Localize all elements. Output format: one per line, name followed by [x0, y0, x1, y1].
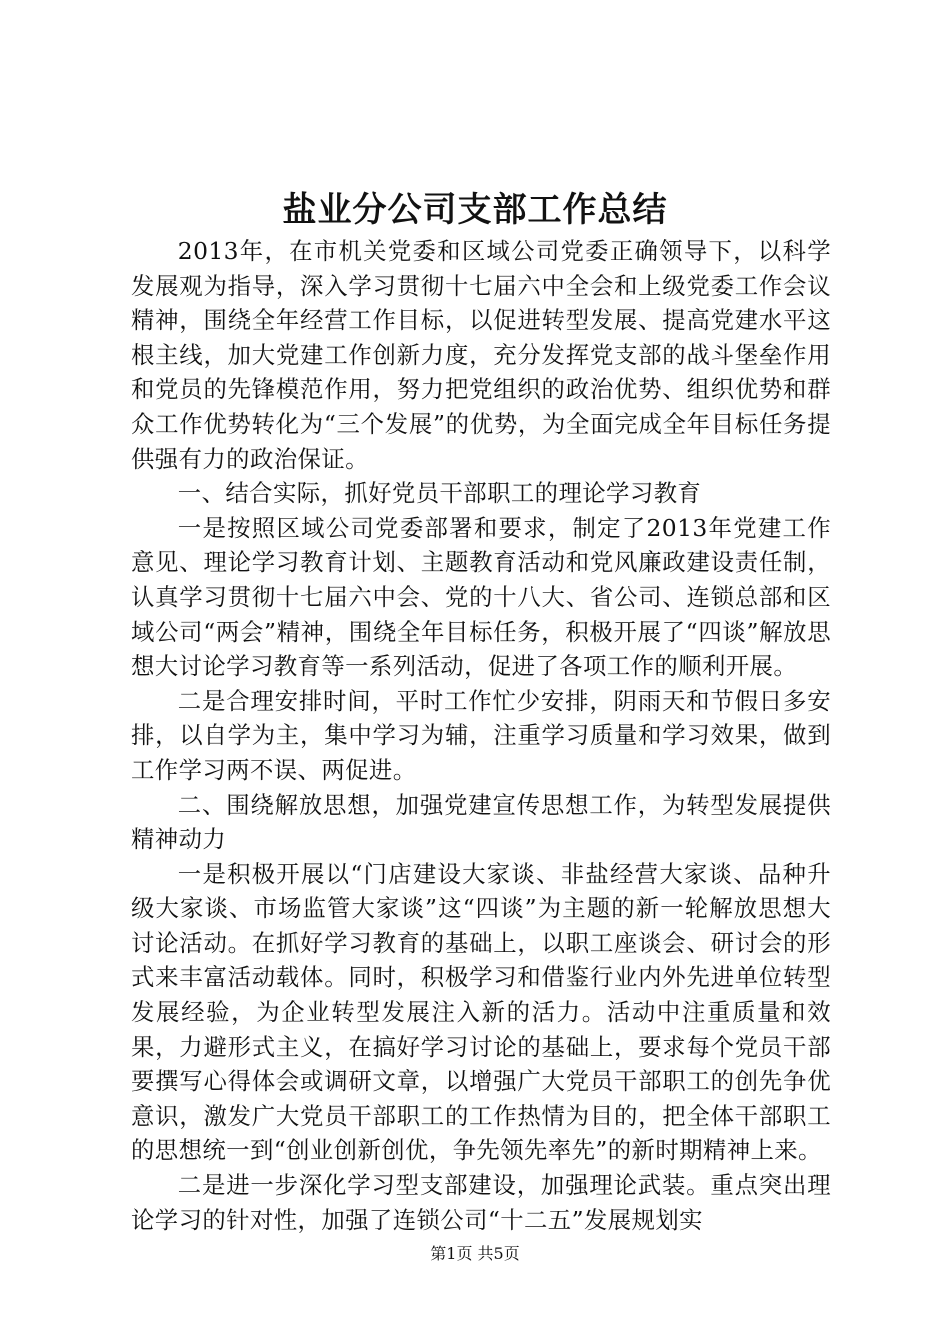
paragraph-2-1: 一是积极开展以“门店建设大家谈、非盐经营大家谈、品种升级大家谈、市场监管大家谈”这“四谈”为主题的新一轮解放思想大讨论活动。在抓好学习教育的基础上，以职工座谈会、研讨会的形式来丰富活动载体。同时，积极学习和借鉴行业内外先进单位转型发展经验，为企业转型发展注入新的活力。活动中注重质量和效果，力避形式主义，在搞好学习讨论的基础上，要求每个党员干部要撰写心得体会或调研文章，以增强广大党员干部职工的创先争优意识，激发广大党员干部职工的工作热情为目的，把全体干部职工的思想统一到“创业创新创优，争先领先率先”的新时期精神上来。	[131, 859, 831, 1165]
document-title: 盐业分公司支部工作总结	[282, 190, 668, 230]
paragraph-1-2: 二是合理安排时间，平时工作忙少安排，阴雨天和节假日多安排，以自学为主，集中学习为辅，注重学习质量和学习效果，做到工作学习两不误、两促进。	[131, 686, 831, 784]
section-heading-2: 二、围绕解放思想，加强党建宣传思想工作，为转型发展提供精神动力	[131, 790, 831, 854]
paragraph-1-1: 一是按照区域公司党委部署和要求，制定了2013年党建工作意见、理论学习教育计划、主题教育活动和党风廉政建设责任制，认真学习贯彻十七届六中会、党的十八大、省公司、连锁总部和区域公司“两会”精神，围绕全年目标任务，积极开展了“四谈”解放思想大讨论学习教育等一系列活动，促进了各项工作的顺利开展。	[131, 513, 831, 681]
section-heading-1: 一、结合实际，抓好党员干部职工的理论学习教育	[177, 479, 702, 508]
page-footer: 第1页 共5页	[430, 1244, 520, 1263]
paragraph-intro: 2013年，在市机关党委和区域公司党委正确领导下，以科学发展观为指导，深入学习贯彻十七届六中全会和上级党委工作会议精神，围绕全年经营工作目标，以促进转型发展、提高党建水平这根主线，加大党建工作创新力度，充分发挥党支部的战斗堡垒作用和党员的先锋模范作用，努力把党组织的政治优势、组织优势和群众工作优势转化为“三个发展”的优势，为全面完成全年目标任务提供强有力的政治保证。	[131, 237, 831, 473]
document-body	[131, 234, 831, 1237]
paragraph-2-2: 二是进一步深化学习型支部建设，加强理论武装。重点突出理论学习的针对性，加强了连锁公司“十二五”发展规划实	[131, 1171, 831, 1234]
